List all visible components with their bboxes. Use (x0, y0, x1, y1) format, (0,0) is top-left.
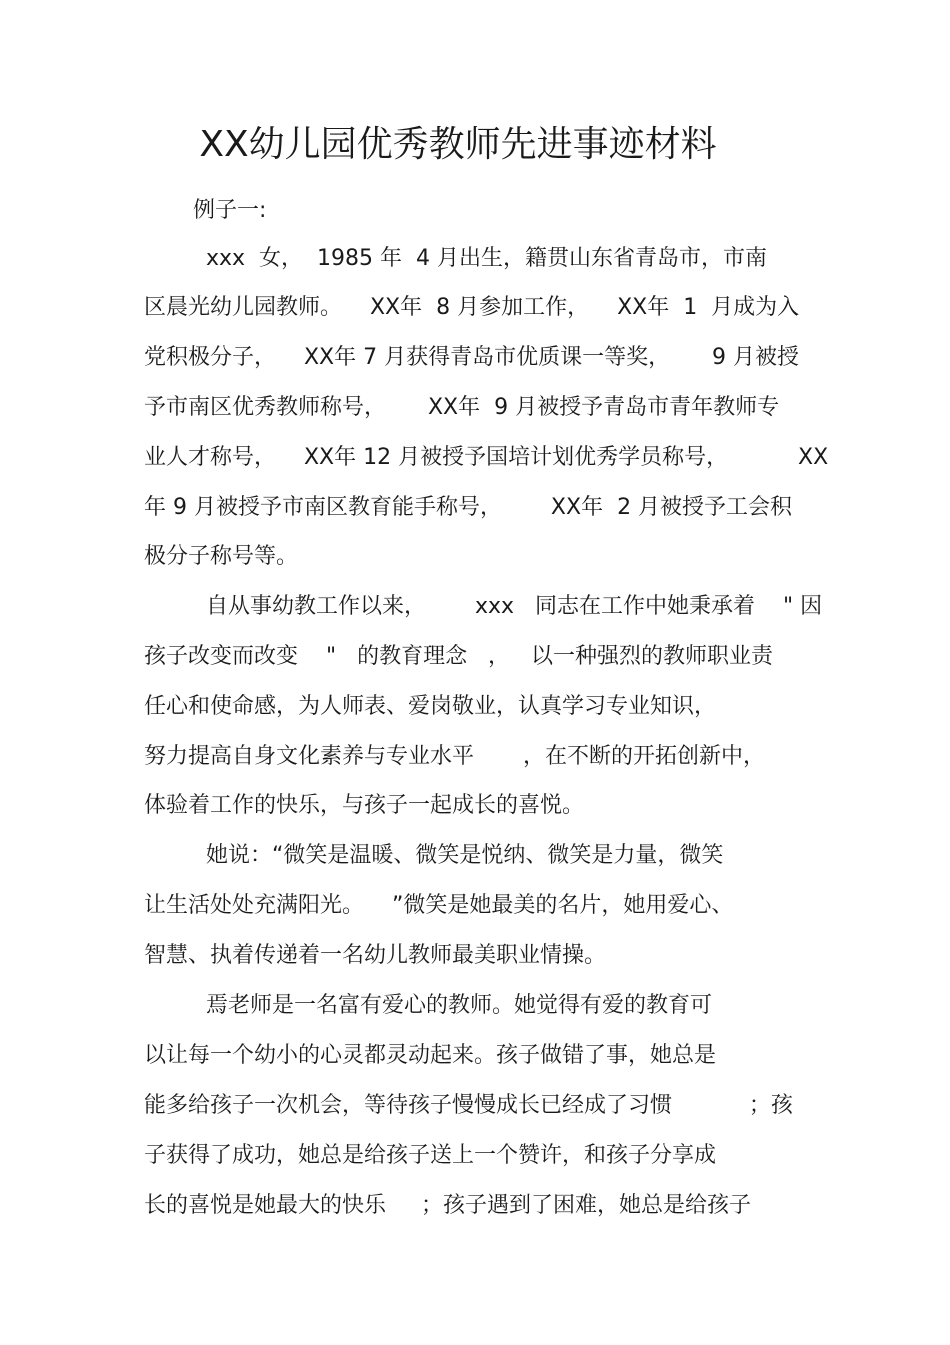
document-title: XX幼儿园优秀教师先进事迹材料 (199, 124, 717, 165)
paragraph-line: 她说：“微笑是温暖、微笑是悦纳、微笑是力量，微笑 (206, 843, 724, 868)
example-label: 例子一: (193, 198, 267, 223)
paragraph-line: 焉老师是一名富有爱心的教师。她觉得有爱的教育可 (206, 993, 713, 1018)
paragraph-line: 极分子称号等。 (144, 544, 299, 569)
paragraph-line: 业人才称号， XX年 12 月被授予国培计划优秀学员称号， XX (144, 445, 829, 470)
paragraph-line: 让生活处处充满阳光。 ”微笑是她最美的名片，她用爱心、 (144, 893, 734, 918)
paragraph-line: xxx 女， 1985 年 4 月出生，籍贯山东省青岛市，市南 (206, 246, 767, 271)
paragraph-line: 自从事幼教工作以来， xxx 同志在工作中她秉承着 " 因 (206, 594, 823, 619)
paragraph-line: 孩子改变而改变 " 的教育理念 ， 以一种强烈的教师职业责 (144, 644, 774, 669)
paragraph-line: 子获得了成功，她总是给孩子送上一个赞许，和孩子分享成 (144, 1143, 717, 1168)
paragraph-line: 区晨光幼儿园教师。 XX年 8 月参加工作， XX年 1 月成为入 (144, 295, 800, 320)
paragraph-line: 年 9 月被授予市南区教育能手称号， XX年 2 月被授予工会积 (144, 495, 793, 520)
paragraph-line: 任心和使命感，为人师表、爱岗敬业，认真学习专业知识， (144, 694, 717, 719)
paragraph-line: 能多给孩子一次机会，等待孩子慢慢成长已经成了习惯 ；孩 (144, 1093, 793, 1118)
paragraph-line: 党积极分子， XX年 7 月获得青岛市优质课一等奖， 9 月被授 (144, 345, 800, 370)
paragraph-line: 长的喜悦是她最大的快乐 ；孩子遇到了困难，她总是给孩子 (144, 1193, 751, 1218)
paragraph-line: 努力提高自身文化素养与专业水平 ，在不断的开拓创新中， (144, 744, 765, 769)
paragraph-line: 智慧、执着传递着一名幼儿教师最美职业情操。 (144, 943, 607, 968)
paragraph-line: 体验着工作的快乐，与孩子一起成长的喜悦。 (144, 793, 585, 818)
paragraph-line: 予市南区优秀教师称号， XX年 9 月被授予青岛市青年教师专 (144, 395, 780, 420)
paragraph-line: 以让每一个幼小的心灵都灵动起来。孩子做错了事，她总是 (144, 1043, 717, 1068)
